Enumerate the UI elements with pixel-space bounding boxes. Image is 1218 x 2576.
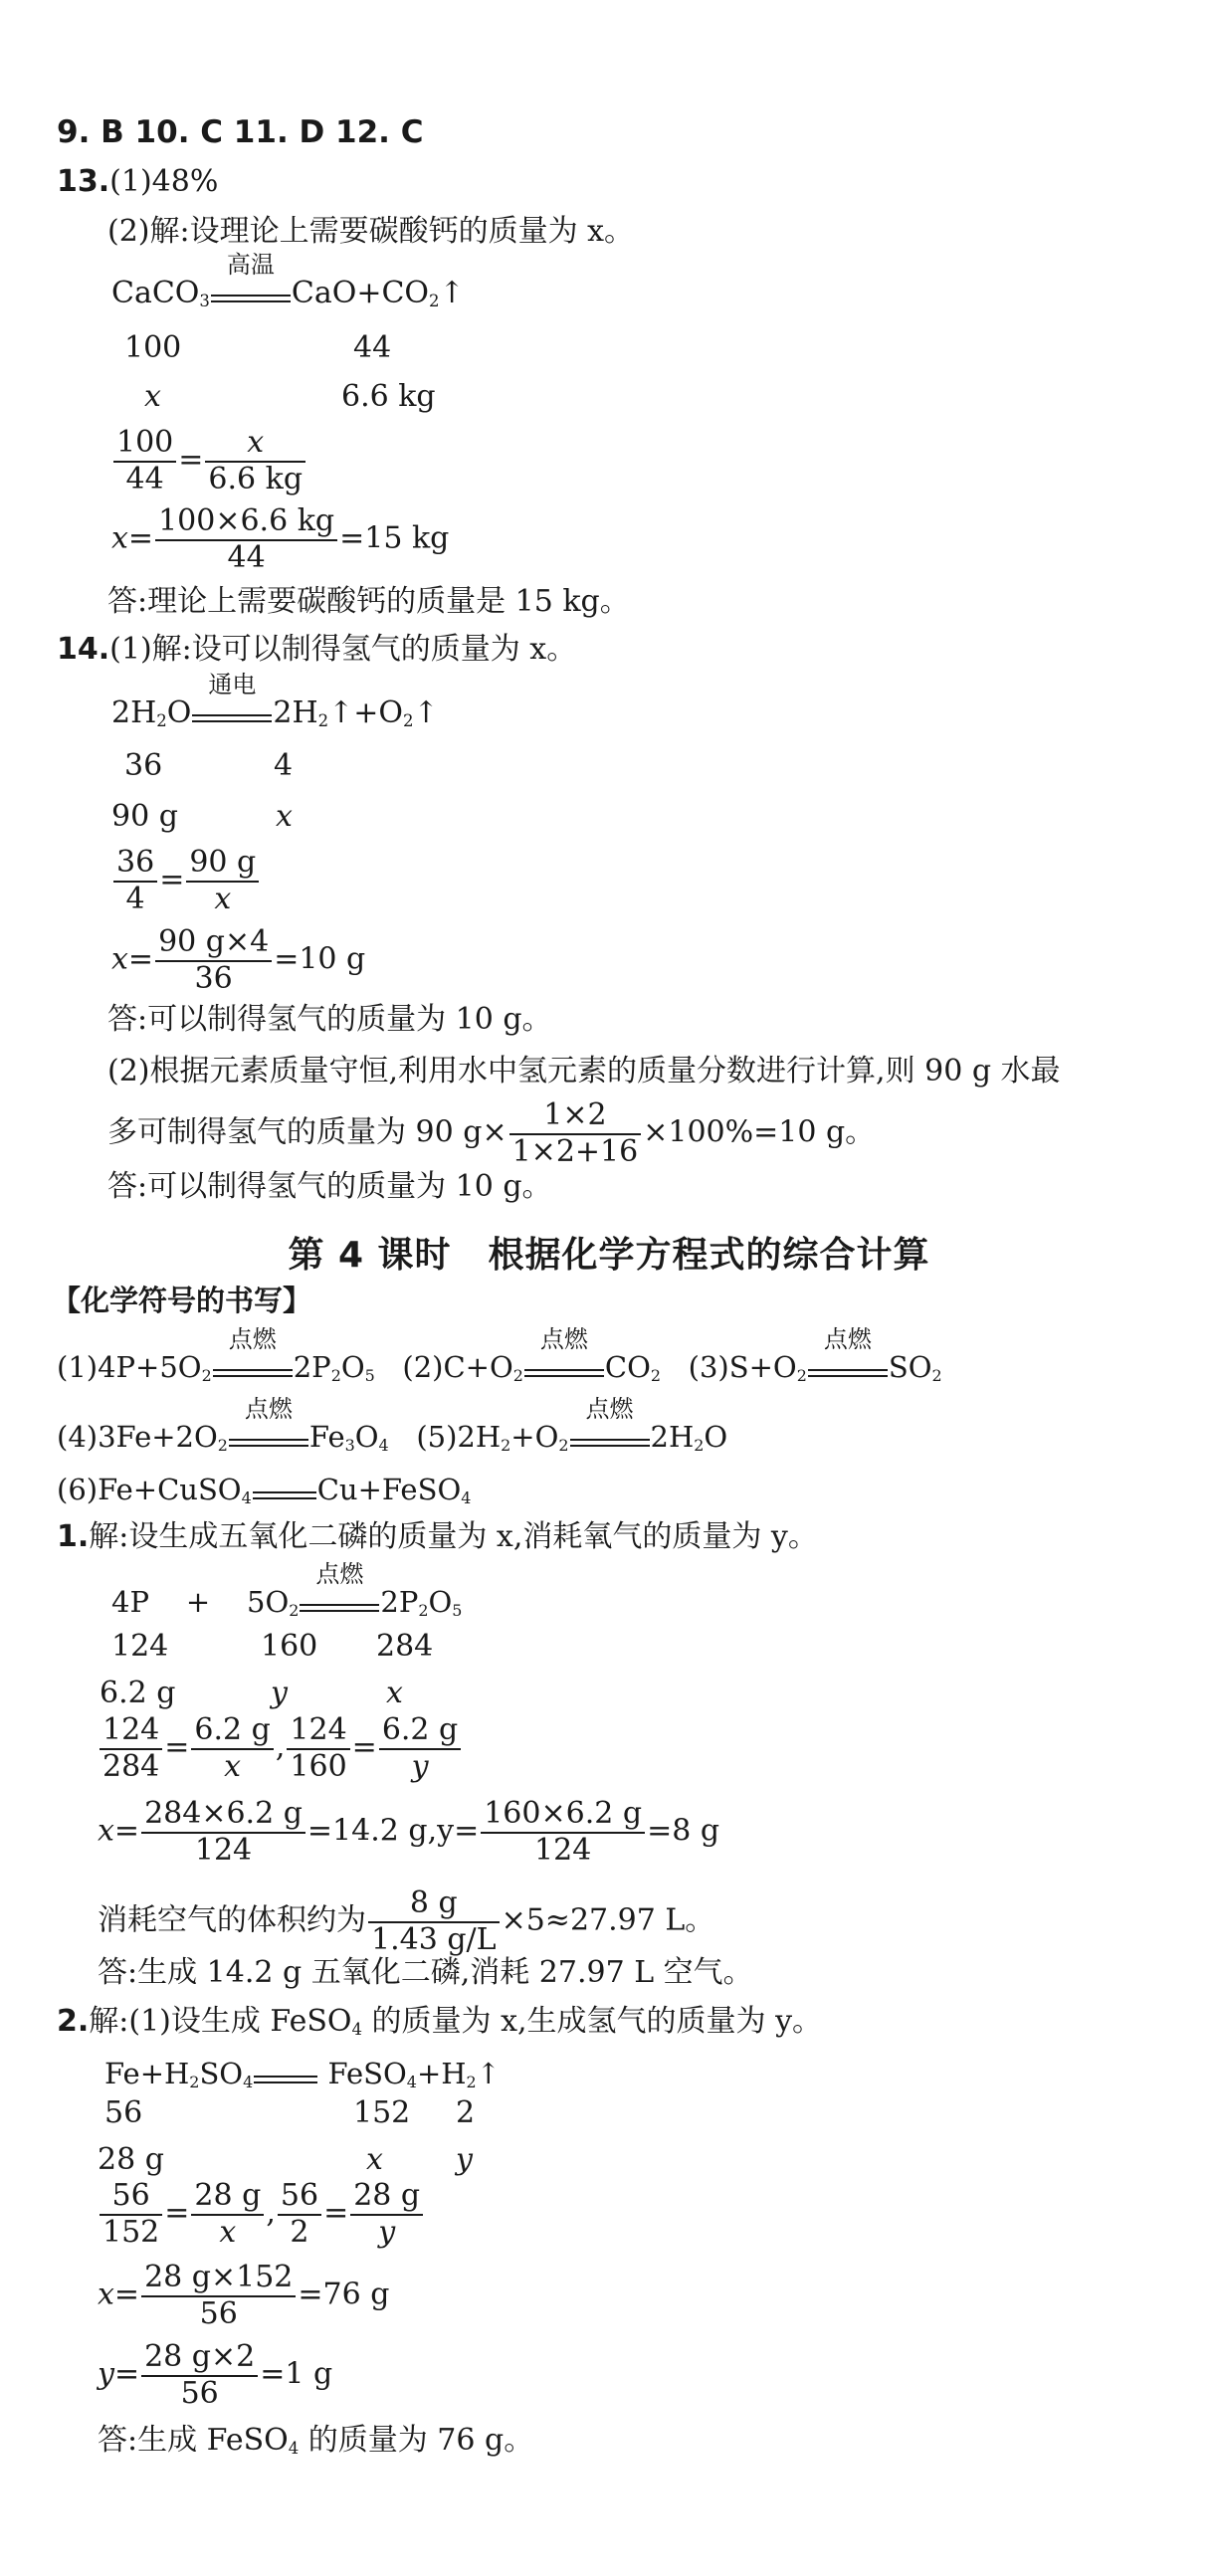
q14-molar-4: 4 bbox=[274, 748, 294, 783]
q13-answer: 答:理论上需要碳酸钙的质量是 15 kg。 bbox=[107, 584, 630, 619]
q14-answer-2: 答:可以制得氢气的质量为 10 g。 bbox=[107, 1169, 552, 1204]
symbols-line-1: $(1)4P+5O_2$ 点燃 $2P_2O_5$ $(2)C+O_2$ 点燃 $CO_2$ $(3)S+O_2$ 点燃 $SO_2$ bbox=[57, 1325, 942, 1385]
p2-equation: $Fe+H_2SO_4$ $FeSO_4+H_2↑$ bbox=[104, 2057, 501, 2091]
q14-answer-1: 答:可以制得氢气的质量为 10 g。 bbox=[107, 1002, 552, 1037]
q13-equation: CaCO$_3$ 高温 $CaO+CO_2↑$ bbox=[111, 251, 465, 311]
p1-ratios: $\frac{124}{284}$ = $\frac{6.2 g}{x}$ , $\frac{124}{160}$ = $\frac{6.2 g}{y}$ bbox=[98, 1713, 463, 1784]
p1-unknown-x: x bbox=[386, 1676, 403, 1710]
q14-mass-90: 90 g bbox=[111, 799, 178, 834]
p1-molar-160: 160 bbox=[261, 1629, 318, 1664]
q13-unknown-x: x bbox=[144, 379, 161, 414]
condition-high-temp: 高温 bbox=[211, 283, 291, 302]
q14-part1: 14.(1)解:设可以制得氢气的质量为 x。 bbox=[57, 632, 577, 667]
q14-ratio: $\frac{36}{4}$ = $\frac{90 g}{x}$ bbox=[111, 846, 261, 916]
p1-answer: 答:生成 14.2 g 五氧化二磷,消耗 27.97 L 空气。 bbox=[98, 1955, 753, 1990]
condition-electrify: 通电 bbox=[192, 702, 272, 722]
symbols-title: 【化学符号的书写】 bbox=[52, 1284, 312, 1317]
p2-molar-152: 152 bbox=[353, 2095, 411, 2130]
q13-part1: 13.(1)48% bbox=[57, 164, 219, 199]
p2-answer: 答:生成 FeSO$_4$ 的质量为 76 g。 bbox=[98, 2423, 534, 2459]
p2-molar-2: 2 bbox=[456, 2095, 476, 2130]
p2-ratios: $\frac{56}{152}$ = $\frac{28 g}{x}$ , $\frac{56}{2}$ = $\frac{28 g}{y}$ bbox=[98, 2179, 425, 2250]
p1-head: 1.解:设生成五氧化二磷的质量为 x,消耗氧气的质量为 y。 bbox=[57, 1519, 818, 1554]
q13-calc: x= $\frac{100\times 6.6 kg}{44}$ =15 kg bbox=[111, 503, 450, 575]
q14-calc: x= $\frac{90 g\times 4}{36}$ =10 g bbox=[111, 924, 366, 996]
q14-unknown-x: x bbox=[276, 799, 293, 834]
p1-air-volume: 消耗空气的体积约为 $\frac{8 g}{1.43 g/L}$ ×5≈27.97 L。 bbox=[98, 1885, 715, 1957]
p1-unknown-y: y bbox=[271, 1676, 288, 1710]
q14-molar-36: 36 bbox=[124, 748, 163, 783]
q13-molar-44: 44 bbox=[353, 330, 392, 365]
q13-part2: (2)解:设理论上需要碳酸钙的质量为 x。 bbox=[107, 214, 635, 249]
p1-equation: 4P + $5O_2$ 点燃 $2P_2O_5$ bbox=[111, 1560, 463, 1620]
p2-molar-56: 56 bbox=[104, 2095, 143, 2130]
q14-part2-line1: (2)根据元素质量守恒,利用水中氢元素的质量分数进行计算,则 90 g 水最 bbox=[107, 1054, 1061, 1089]
symbols-line-3: (6)Fe+CuSO$_4$ Cu+FeSO$_4$ bbox=[57, 1473, 472, 1507]
p2-calc-x: x= $\frac{28 g\times 152}{56}$ =76 g bbox=[98, 2260, 390, 2331]
p2-unknown-x: x bbox=[366, 2142, 383, 2177]
p1-mass-6.2: 6.2 g bbox=[100, 1676, 176, 1710]
q13-mass-6.6: 6.6 kg bbox=[341, 379, 436, 414]
q14-part2-line2: 多可制得氢气的质量为 90 g× $\frac{1\times 2}{1\times 2+16}$ ×100%=10 g。 bbox=[107, 1097, 876, 1169]
answers-9-12: 9. B 10. C 11. D 12. C bbox=[57, 114, 424, 150]
section-title: 第 4 课时 根据化学方程式的综合计算 bbox=[288, 1235, 930, 1276]
p2-mass-28: 28 g bbox=[98, 2142, 164, 2177]
symbols-line-2: $(4)3Fe+2O_2$ 点燃 $Fe_3O_4$ $(5)2H_2+O_2$ 点燃 $2H_2O$ bbox=[57, 1395, 728, 1455]
p2-head: 2.解:(1)设生成 FeSO$_4$ 的质量为 x,生成氢气的质量为 y。 bbox=[57, 2004, 823, 2040]
p1-molar-284: 284 bbox=[376, 1629, 434, 1664]
q14-equation: $2H_2O$ 通电 $2H_2↑+O_2↑$ bbox=[111, 671, 439, 731]
p1-calc: x= $\frac{284\times 6.2 g}{124}$ =14.2 g,y= $\frac{160\times 6.2 g}{124}$ =8 g bbox=[98, 1796, 720, 1868]
q13-molar-100: 100 bbox=[124, 330, 182, 365]
p2-calc-y: y= $\frac{28 g\times 2}{56}$ =1 g bbox=[98, 2339, 333, 2411]
p2-unknown-y: y bbox=[456, 2142, 473, 2177]
q13-ratio: $\frac{100}{44}$ = $\frac{x}{6.6 kg}$ bbox=[111, 426, 307, 496]
p1-molar-124: 124 bbox=[111, 1629, 169, 1664]
